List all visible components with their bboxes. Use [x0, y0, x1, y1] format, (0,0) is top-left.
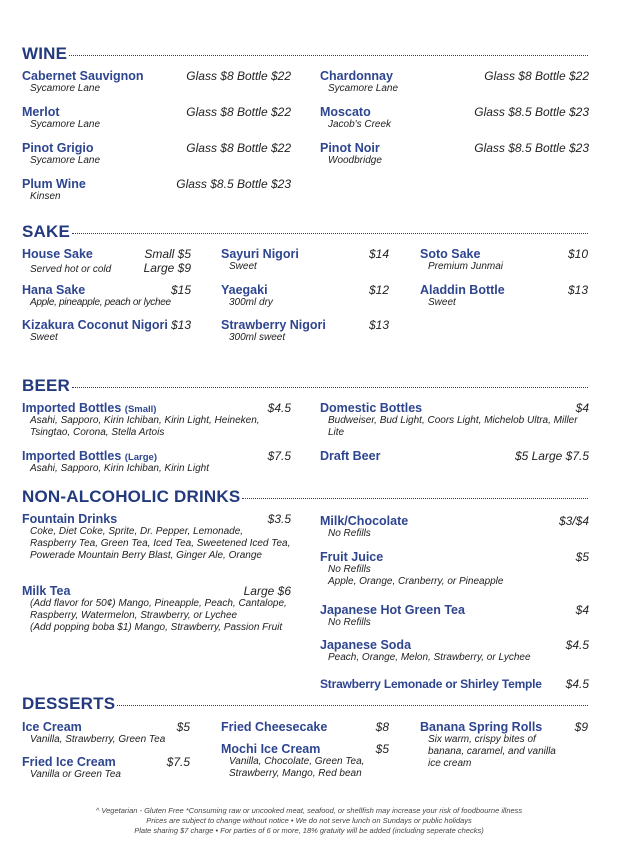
- menu-item-domestic-bottles: [320, 401, 589, 439]
- item-price: $8: [375, 720, 389, 734]
- item-description: (Add flavor for 50¢) Mango, Pineapple, Peach, Cantalope, Raspberry, Watermelon, Strawberry, or Lychee: [30, 598, 287, 621]
- item-name: Imported Bottles (Small): [22, 401, 157, 415]
- section-header-beer: [22, 376, 588, 396]
- item-price: Glass $8 Bottle $22: [186, 105, 291, 119]
- item-price: $5: [176, 720, 190, 734]
- item-description: Woodbridge: [328, 155, 382, 166]
- item-name: Fried Ice Cream: [22, 755, 116, 769]
- item-description: 300ml sweet: [229, 332, 286, 343]
- item-price: $4.5: [565, 638, 589, 652]
- item-description: Vanilla, Strawberry, Green Tea: [30, 734, 166, 745]
- footer-notes: [0, 806, 618, 836]
- menu-item-ice-cream: [22, 720, 190, 746]
- item-price: $14: [368, 247, 389, 261]
- dotted-rule: [242, 488, 588, 499]
- item-name: Fountain Drinks: [22, 512, 118, 526]
- item-name: Merlot: [22, 105, 60, 119]
- item-description: Sweet: [428, 297, 456, 308]
- dotted-rule: [72, 377, 588, 388]
- item-price: Glass $8 Bottle $22: [186, 141, 291, 155]
- item-price: Large $6: [243, 584, 291, 598]
- footer-line-gratuity: Plate sharing $7 charge • For parties of 6 or more, 18% gratuity will be added (including seperate checks): [134, 826, 484, 835]
- item-price: $9: [574, 720, 588, 734]
- item-price: $5: [375, 742, 389, 756]
- item-name: Pinot Grigio: [22, 141, 94, 155]
- menu-item-imported-small: [22, 401, 291, 439]
- item-name: Milk Tea: [22, 584, 71, 598]
- item-price: $4: [575, 401, 589, 415]
- menu-item-hot-green-tea: [320, 603, 589, 629]
- item-name: Draft Beer: [320, 449, 381, 463]
- menu-item-strawberry-lemonade: [320, 677, 589, 691]
- section-title: DESSERTS: [22, 694, 116, 713]
- item-name: Hana Sake: [22, 283, 86, 297]
- menu-item-milk-chocolate: [320, 514, 589, 540]
- item-price: Glass $8.5 Bottle $23: [474, 105, 589, 119]
- item-description: Vanilla or Green Tea: [30, 769, 121, 780]
- item-description-flavors: Apple, Orange, Cranberry, or Pineapple: [328, 576, 504, 587]
- item-description: No Refills: [328, 617, 371, 628]
- item-price: $13: [567, 283, 588, 297]
- item-description: Six warm, crispy bites of banana, caramel, and vanilla ice cream: [428, 734, 556, 769]
- item-name: Mochi Ice Cream: [221, 742, 321, 756]
- menu-item-cabernet: [22, 69, 291, 95]
- menu-item-pinot-noir: [320, 141, 589, 167]
- section-header-wine: [22, 44, 588, 64]
- item-description: Asahi, Sapporo, Kirin Ichiban, Kirin Light: [30, 463, 209, 474]
- section-title: WINE: [22, 44, 68, 63]
- menu-item-fountain-drinks: [22, 512, 291, 562]
- item-description: Premium Junmai: [428, 261, 504, 272]
- dotted-rule: [117, 695, 588, 706]
- menu-item-banana-spring-rolls: [420, 720, 588, 770]
- item-price: $4.5: [267, 401, 291, 415]
- item-description: 300ml dry: [229, 297, 273, 308]
- item-description: Peach, Orange, Melon, Strawberry, or Lychee: [328, 652, 531, 663]
- menu-item-chardonnay: [320, 69, 589, 95]
- item-description: Jacob's Creek: [328, 119, 392, 130]
- item-price: $12: [368, 283, 389, 297]
- menu-item-hana-sake: [22, 283, 191, 309]
- footer-line-dietary: ^ Vegetarian - Gluten Free *Consuming raw or uncooked meat, seafood, or shellfish may increase your risk of foodbourne illness: [95, 806, 523, 815]
- menu-item-yaegaki: [221, 283, 389, 309]
- item-price: $10: [567, 247, 588, 261]
- item-price: $5 Large $7.5: [514, 449, 589, 463]
- item-description: Served hot or cold: [30, 264, 112, 275]
- item-description: Apple, pineapple, peach or lychee: [30, 297, 171, 308]
- item-name: Plum Wine: [22, 177, 86, 191]
- menu-item-fried-cheesecake: [221, 720, 389, 734]
- footer-line-prices: Prices are subject to change without notice • We do not serve lunch on Sundays or public holidays: [146, 816, 472, 825]
- section-title: SAKE: [22, 222, 71, 241]
- item-description: Sycamore Lane: [328, 83, 399, 94]
- item-name: Strawberry Lemonade or Shirley Temple: [320, 677, 542, 691]
- item-price: Small $5: [144, 247, 191, 261]
- item-name: Soto Sake: [420, 247, 481, 261]
- item-name: Fruit Juice: [320, 550, 384, 564]
- menu-item-moscato: [320, 105, 589, 131]
- menu-item-aladdin-bottle: [420, 283, 588, 309]
- menu-item-draft-beer: [320, 449, 589, 463]
- item-description: No Refills: [328, 564, 371, 575]
- item-name: Japanese Soda: [320, 638, 412, 652]
- item-name: Chardonnay: [320, 69, 393, 83]
- dotted-rule: [69, 45, 588, 56]
- item-description: Coke, Diet Coke, Sprite, Dr. Pepper, Lemonade, Raspberry Tea, Green Tea, Iced Tea, Sweetened Iced Tea, Powerade Mountain Berry Blast, Ginger Ale, Orange: [30, 526, 291, 561]
- item-name: Moscato: [320, 105, 371, 119]
- menu-item-imported-large: [22, 449, 291, 475]
- item-description: Sweet: [30, 332, 58, 343]
- section-header-desserts: [22, 694, 588, 714]
- item-name: Aladdin Bottle: [420, 283, 505, 297]
- item-name: Banana Spring Rolls: [420, 720, 543, 734]
- item-description: Asahi, Sapporo, Kirin Ichiban, Kirin Light, Heineken, Tsingtao, Corona, Stella Artois: [30, 415, 260, 438]
- item-description: Sycamore Lane: [30, 83, 101, 94]
- item-description: Sycamore Lane: [30, 155, 101, 166]
- item-price: $13: [368, 318, 389, 332]
- item-price: $7.5: [267, 449, 291, 463]
- section-header-nonalcoholic: [22, 487, 588, 507]
- item-name: Milk/Chocolate: [320, 514, 409, 528]
- item-description: Vanilla, Chocolate, Green Tea, Strawberry, Mango, Red bean: [229, 756, 365, 779]
- item-size: (Small): [124, 404, 157, 415]
- item-description: Budweiser, Bud Light, Coors Light, Michelob Ultra, Miller Lite: [328, 415, 578, 438]
- section-header-sake: [22, 222, 588, 242]
- item-size: (Large): [124, 452, 157, 463]
- item-price: Glass $8.5 Bottle $23: [176, 177, 291, 191]
- item-description: Sycamore Lane: [30, 119, 101, 130]
- item-price-large: Large $9: [143, 261, 191, 275]
- item-name: Domestic Bottles: [320, 401, 423, 415]
- section-title: NON-ALCOHOLIC DRINKS: [22, 487, 241, 506]
- menu-item-fruit-juice: [320, 550, 589, 588]
- item-description-boba: (Add popping boba $1) Mango, Strawberry, Passion Fruit: [30, 622, 283, 633]
- item-name: Yaegaki: [221, 283, 268, 297]
- item-name: Fried Cheesecake: [221, 720, 328, 734]
- menu-item-house-sake: [22, 247, 191, 276]
- dotted-rule: [72, 223, 588, 234]
- menu-item-plum-wine: [22, 177, 291, 203]
- item-name: Pinot Noir: [320, 141, 380, 155]
- item-price: $7.5: [166, 755, 190, 769]
- menu-item-pinot-grigio: [22, 141, 291, 167]
- item-price: Glass $8 Bottle $22: [186, 69, 291, 83]
- item-price: $3.5: [267, 512, 291, 526]
- item-description: Sweet: [229, 261, 257, 272]
- item-name: House Sake: [22, 247, 93, 261]
- item-price: $4.5: [565, 677, 589, 691]
- item-name: Strawberry Nigori: [221, 318, 326, 332]
- menu-item-japanese-soda: [320, 638, 589, 664]
- item-price: $5: [575, 550, 589, 564]
- menu-item-sayuri-nigori: [221, 247, 389, 273]
- menu-item-soto-sake: [420, 247, 588, 273]
- item-name: Imported Bottles (Large): [22, 449, 157, 463]
- menu-item-kizakura: [22, 318, 191, 344]
- item-description: Kinsen: [30, 191, 61, 202]
- item-price: Glass $8 Bottle $22: [484, 69, 589, 83]
- item-price: Glass $8.5 Bottle $23: [474, 141, 589, 155]
- item-name: Kizakura Coconut Nigori: [22, 318, 168, 332]
- item-price: $3/$4: [558, 514, 589, 528]
- menu-item-strawberry-nigori: [221, 318, 389, 344]
- item-name: Cabernet Sauvignon: [22, 69, 144, 83]
- section-title: BEER: [22, 376, 71, 395]
- item-name: Japanese Hot Green Tea: [320, 603, 465, 617]
- item-price: $13: [170, 318, 191, 332]
- menu-item-mochi-ice-cream: [221, 742, 389, 780]
- menu-item-milk-tea: [22, 584, 291, 634]
- item-price: $15: [170, 283, 191, 297]
- menu-item-fried-ice-cream: [22, 755, 190, 781]
- item-name: Ice Cream: [22, 720, 82, 734]
- item-description: No Refills: [328, 528, 371, 539]
- item-name: Sayuri Nigori: [221, 247, 299, 261]
- menu-item-merlot: [22, 105, 291, 131]
- item-price: $4: [575, 603, 589, 617]
